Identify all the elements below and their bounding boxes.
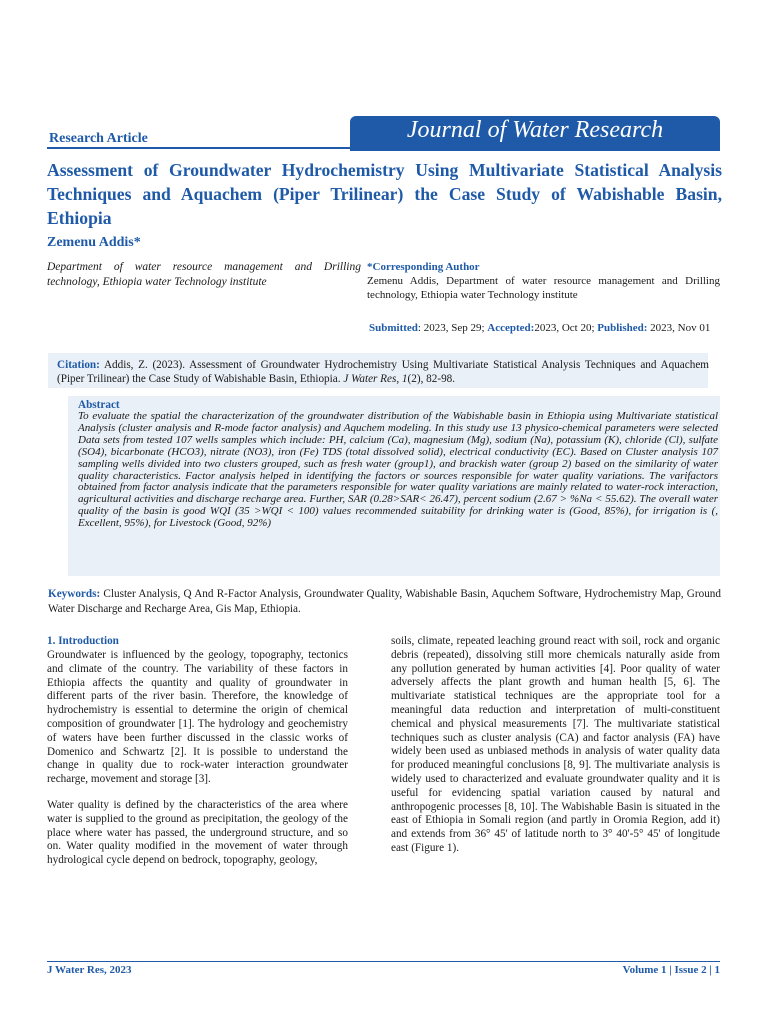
journal-name: Journal of Water Research (406, 117, 664, 143)
citation (57, 358, 709, 386)
article-type-label: Research Article (49, 131, 148, 146)
accepted-date: 2023, Oct 20; (534, 322, 598, 334)
citation-journal: J Water Res, 1 (343, 373, 408, 385)
keywords-label: Keywords: (48, 588, 101, 600)
corresponding-author-text: Zemenu Addis, Department of water resource management and Drilling technology, Ethiopia water Technology institute (367, 275, 720, 301)
author-name: Zemenu Addis* (47, 235, 141, 250)
corresponding-author-box (367, 261, 720, 302)
keywords (48, 587, 721, 616)
article-dates (369, 322, 710, 334)
intro-paragraph-3: soils, climate, repeated leaching ground react with soil, rock and organic debris (repeated), dissolving still more chemicals naturally aside from any pollution generated by human activities [4]. Poor quality of water adversely affects the plant growth and human health [5, 6]. The multivariate statistical techniques are the appropriate tool for a meaningful data reduction and interpretation of multi-constituent chemical and physical measurements [7]. The multivariate statistical techniques such as cluster analysis (CA) and factor analysis (FA) have widely been used as unbiased methods in analysis of water quality data for produced meaningful conclusions [8, 9]. The multivariate analysis is widely used to characterized and evaluate groundwater quality and it is useful for evidencing spatial variation caused by natural and anthropogenic processes [8, 10]. The Wabishable Basin is situated in the east of Ethiopia in Somali region (and partly in Oromia Region, add it) and extends from 36° 45' of latitude north to 3° 40'-5° 45' of longitude east (Figure 1). (391, 635, 720, 854)
corresponding-author-label: *Corresponding Author (367, 261, 480, 273)
keywords-text: Cluster Analysis, Q And R-Factor Analysis, Groundwater Quality, Wabishable Basin, Aquchem Software, Hydrochemistry Map, Ground Water Discharge and Recharge Area, Gis Map, Ethiopia. (48, 588, 721, 615)
header-rule (47, 147, 359, 149)
citation-label: Citation: (57, 359, 100, 371)
abstract-text: To evaluate the spatial the characterization of the groundwater distribution of the Wabishable basin in Ethiopia using Multivariate statistical Analysis (cluster analysis and R-mode factor analysis) and Aquchem modeling. In this study use 13 physico-chemical parameters were selected Data sets from tested 107 wells samples which include: PH, calcium (Ca), magnesium (Mg), sodium (Na), potassium (K), chloride (Cl), sulfate (SO4), bicarbonate (HCO3), nitrate (NO3), iron (Fe) TDS (total dissolved solid), electrical conductivity (EC). Based on Cluster analysis 107 sampling wells divided into two clusters grouped, such as fresh water (group1), and brackish water (group 2) based on the similarity of water quality characteristics. Factor analysis helped in identifying the factors or sources responsible for water quality variations. The varifactors obtained from factor analysis indicate that the parameters responsible for water quality variations are mainly related to water-rock interaction, agricultural activities and discharge recharge area. Further, SAR (0.28>SAR< 26.47), percent sodium (2.67 > %Na < 55.62). The overall water quality of the basin is good WQI (35 >WQI < 100) values recommended suitability for drinking water is (Good, 85%), for irrigation is (, Excellent, 95%), for Livestock (Good, 92%) (78, 410, 718, 530)
published-date: 2023, Nov 01 (647, 322, 711, 334)
intro-paragraph-1: Groundwater is influenced by the geology, topography, tectonics and climate of the country. The variability of these factors in Ethiopia affects the quantity and quality of groundwater in different parts of the river basin. Therefore, the knowledge of hydrochemistry is essential to determine the origin of chemical composition of groundwater [1]. The hydrology and geochemistry of waters have been further discussed in the classic works of Domenico and Schwartz [2]. It is possible to understand the change in quality due to rock-water interaction groundwater recharge, movement and storage [3]. (47, 649, 348, 786)
accepted-label: Accepted: (487, 322, 535, 334)
published-label: Published: (597, 322, 648, 334)
footer-volume-issue: Volume 1 | Issue 2 | 1 (622, 964, 720, 976)
section-heading-introduction: 1. Introduction (47, 635, 119, 647)
footer-rule (47, 961, 720, 962)
citation-text: Addis, Z. (2023). Assessment of Groundwater Hydrochemistry Using Multivariate Statistical Analysis Techniques and Aquachem (Piper Trilinear) the Case Study of Wabishable Basin, Ethiopia. (57, 359, 709, 385)
intro-paragraph-2: Water quality is defined by the characteristics of the area where water is supplied to the ground as precipitation, the geology of the place where water has passed, the underground structure, and so on. Water quality modified in the movement of water through hydrological cycle depend on bedrock, topography, geology, (47, 798, 348, 867)
right-column (391, 635, 720, 868)
abstract-heading: Abstract (78, 399, 120, 411)
citation-pages: (2), 82-98. (407, 373, 456, 385)
author-affiliation: Department of water resource management and Drilling technology, Ethiopia water Technology institute (47, 261, 361, 288)
submitted-label: Submitted (369, 322, 418, 334)
left-column (47, 649, 348, 880)
article-title: Assessment of Groundwater Hydrochemistry Using Multivariate Statistical Analysis Techniques and Aquachem (Piper Trilinear) the Case Study of Wabishable Basin, Ethiopia (47, 160, 722, 228)
submitted-date: : 2023, Sep 29; (417, 322, 488, 334)
footer-journal-ref: J Water Res, 2023 (47, 964, 132, 976)
